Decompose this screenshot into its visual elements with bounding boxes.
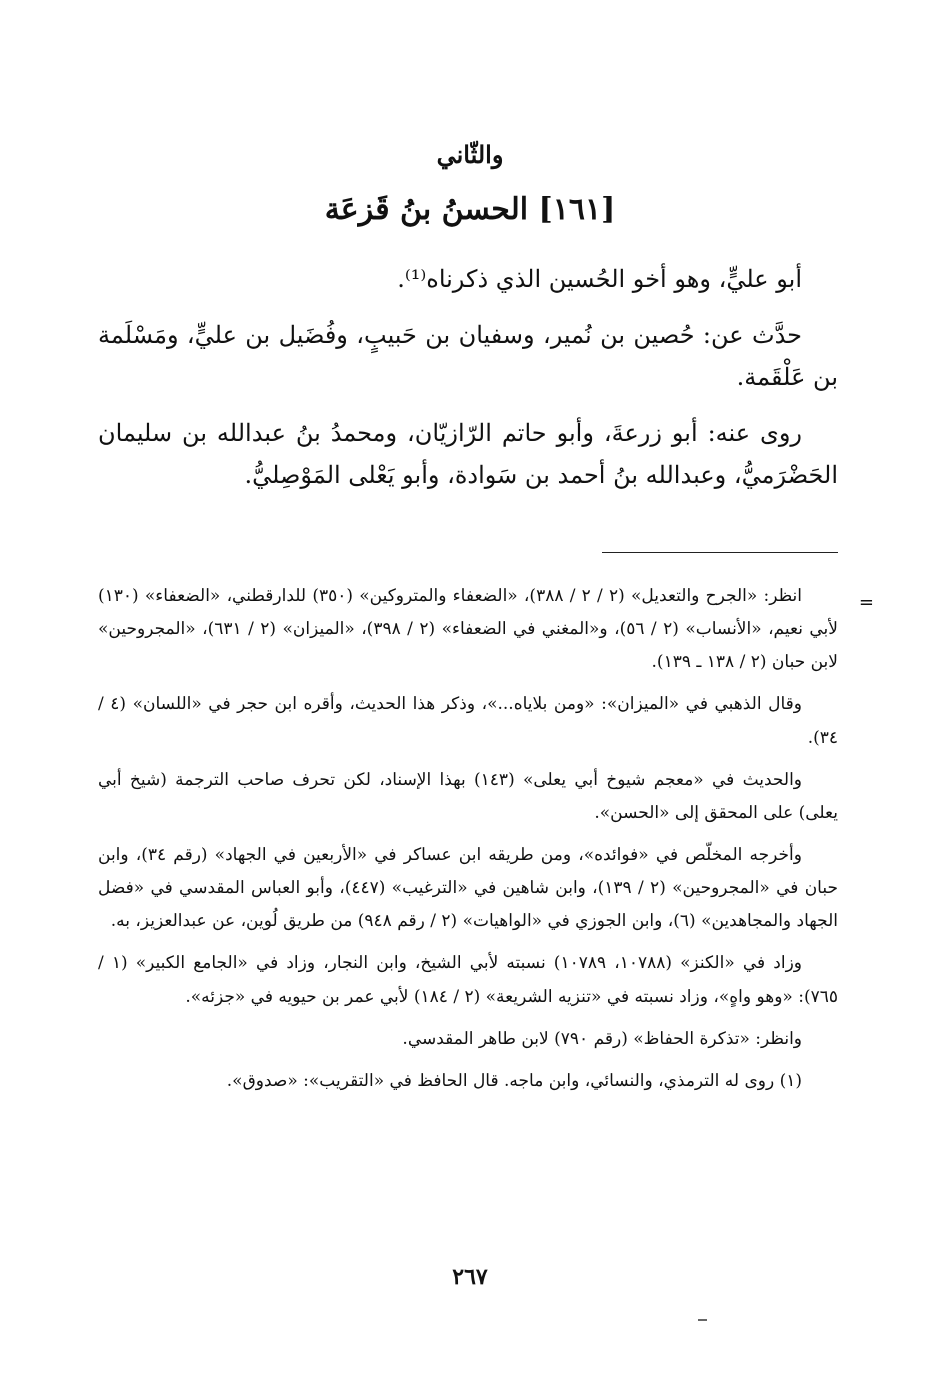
continuation-mark: = — [858, 592, 874, 613]
page-number: ٢٦٧ — [452, 1264, 488, 1290]
entry-paragraph-students: روى عنه: أبو زرعةَ، وأبو حاتم الرّازيّان، ومحمدُ بنُ عبدالله بن سليمان الحَضْرَميُّ، وعبدالله بنُ أحمد بن سَوادة، وأبو يَعْلى المَوْصِليُّ. — [98, 419, 838, 489]
footnote-paragraph: وقال الذهبي في «الميزان»: «ومن بلاياه...»، وذكر هذا الحديث، وأقره ابن حجر في «اللسان» (٤ / ٣٤). — [98, 694, 838, 748]
footnote-paragraph: وانظر: «تذكرة الحفاظ» (رقم ٧٩٠) لابن طاهر المقدسي. — [402, 1028, 802, 1049]
scan-speck — [698, 1319, 707, 1321]
footnotes — [98, 580, 838, 1107]
footnote-paragraph: وزاد في «الكنز» (١٠٧٨٨، ١٠٧٨٩) نسبته لأبي الشيخ، وابن النجار، وزاد في «الجامع الكبير» (١ / ٧٦٥): «وهو واهٍ»، وزاد نسبته في «تنزيه الشريعة» (٢ / ١٨٤) لأبي عمر بن حيويه في «جزئه». — [98, 953, 838, 1007]
footnote-1: (١) روى له الترمذي، والنسائي، وابن ماجه. قال الحافظ في «التقريب»: «صدوق». — [226, 1070, 802, 1091]
entry-title: [١٦١] الحسنُ بنُ قَزعَة — [324, 192, 616, 227]
entry-paragraph-kunya: أبو عليٍّ، وهو أخو الحُسين الذي ذكرناه⁽¹⁾. — [397, 265, 802, 293]
footnote-paragraph: والحديث في «معجم شيوخ أبي يعلى» (١٤٣) بهذا الإسناد، لكن تحرف صاحب الترجمة (شيخ أبي يعلى) على المحقق إلى «الحسن». — [98, 769, 838, 823]
footnote-separator — [602, 552, 838, 553]
footnote-paragraph: انظر: «الجرح والتعديل» (٢ / ٢ / ٣٨٨)، «الضعفاء والمتروكين» (٣٥٠) للدارقطني، «الضعفاء» (١٣٠) لأبي نعيم، «الأنساب» (٢ / ٥٦)، و«المغني في الضعفاء» (٢ / ٣٩٨)، «الميزان» (٢ / ٦٣١)، «المجروحين» لابن حبان (٢ / ١٣٨ ـ ١٣٩). — [98, 586, 838, 673]
section-kind-heading: والثّاني — [436, 140, 504, 169]
entry-paragraph-teachers: حدَّث عن: حُصين بن نُمير، وسفيان بن حَبيبٍ، وفُضَيل بن عليٍّ، ومَسْلَمة بن عَلْقَمة. — [98, 321, 838, 391]
entry-body — [98, 258, 838, 510]
footnote-paragraph: وأخرجه المخلّص في «فوائده»، ومن طريقه ابن عساكر في «الأربعين في الجهاد» (رقم ٣٤)، وابن حبان في «المجروحين» (٢ / ١٣٩)، وابن شاهين في «الترغيب» (٤٤٧)، وأبو العباس المقدسي في «فضل الجهاد والمجاهدين» (٦)، وابن الجوزي في «الواهيات» (٢ / رقم ٩٤٨) من طريق لُوين، عن عبدالعزيز، به. — [98, 844, 838, 932]
